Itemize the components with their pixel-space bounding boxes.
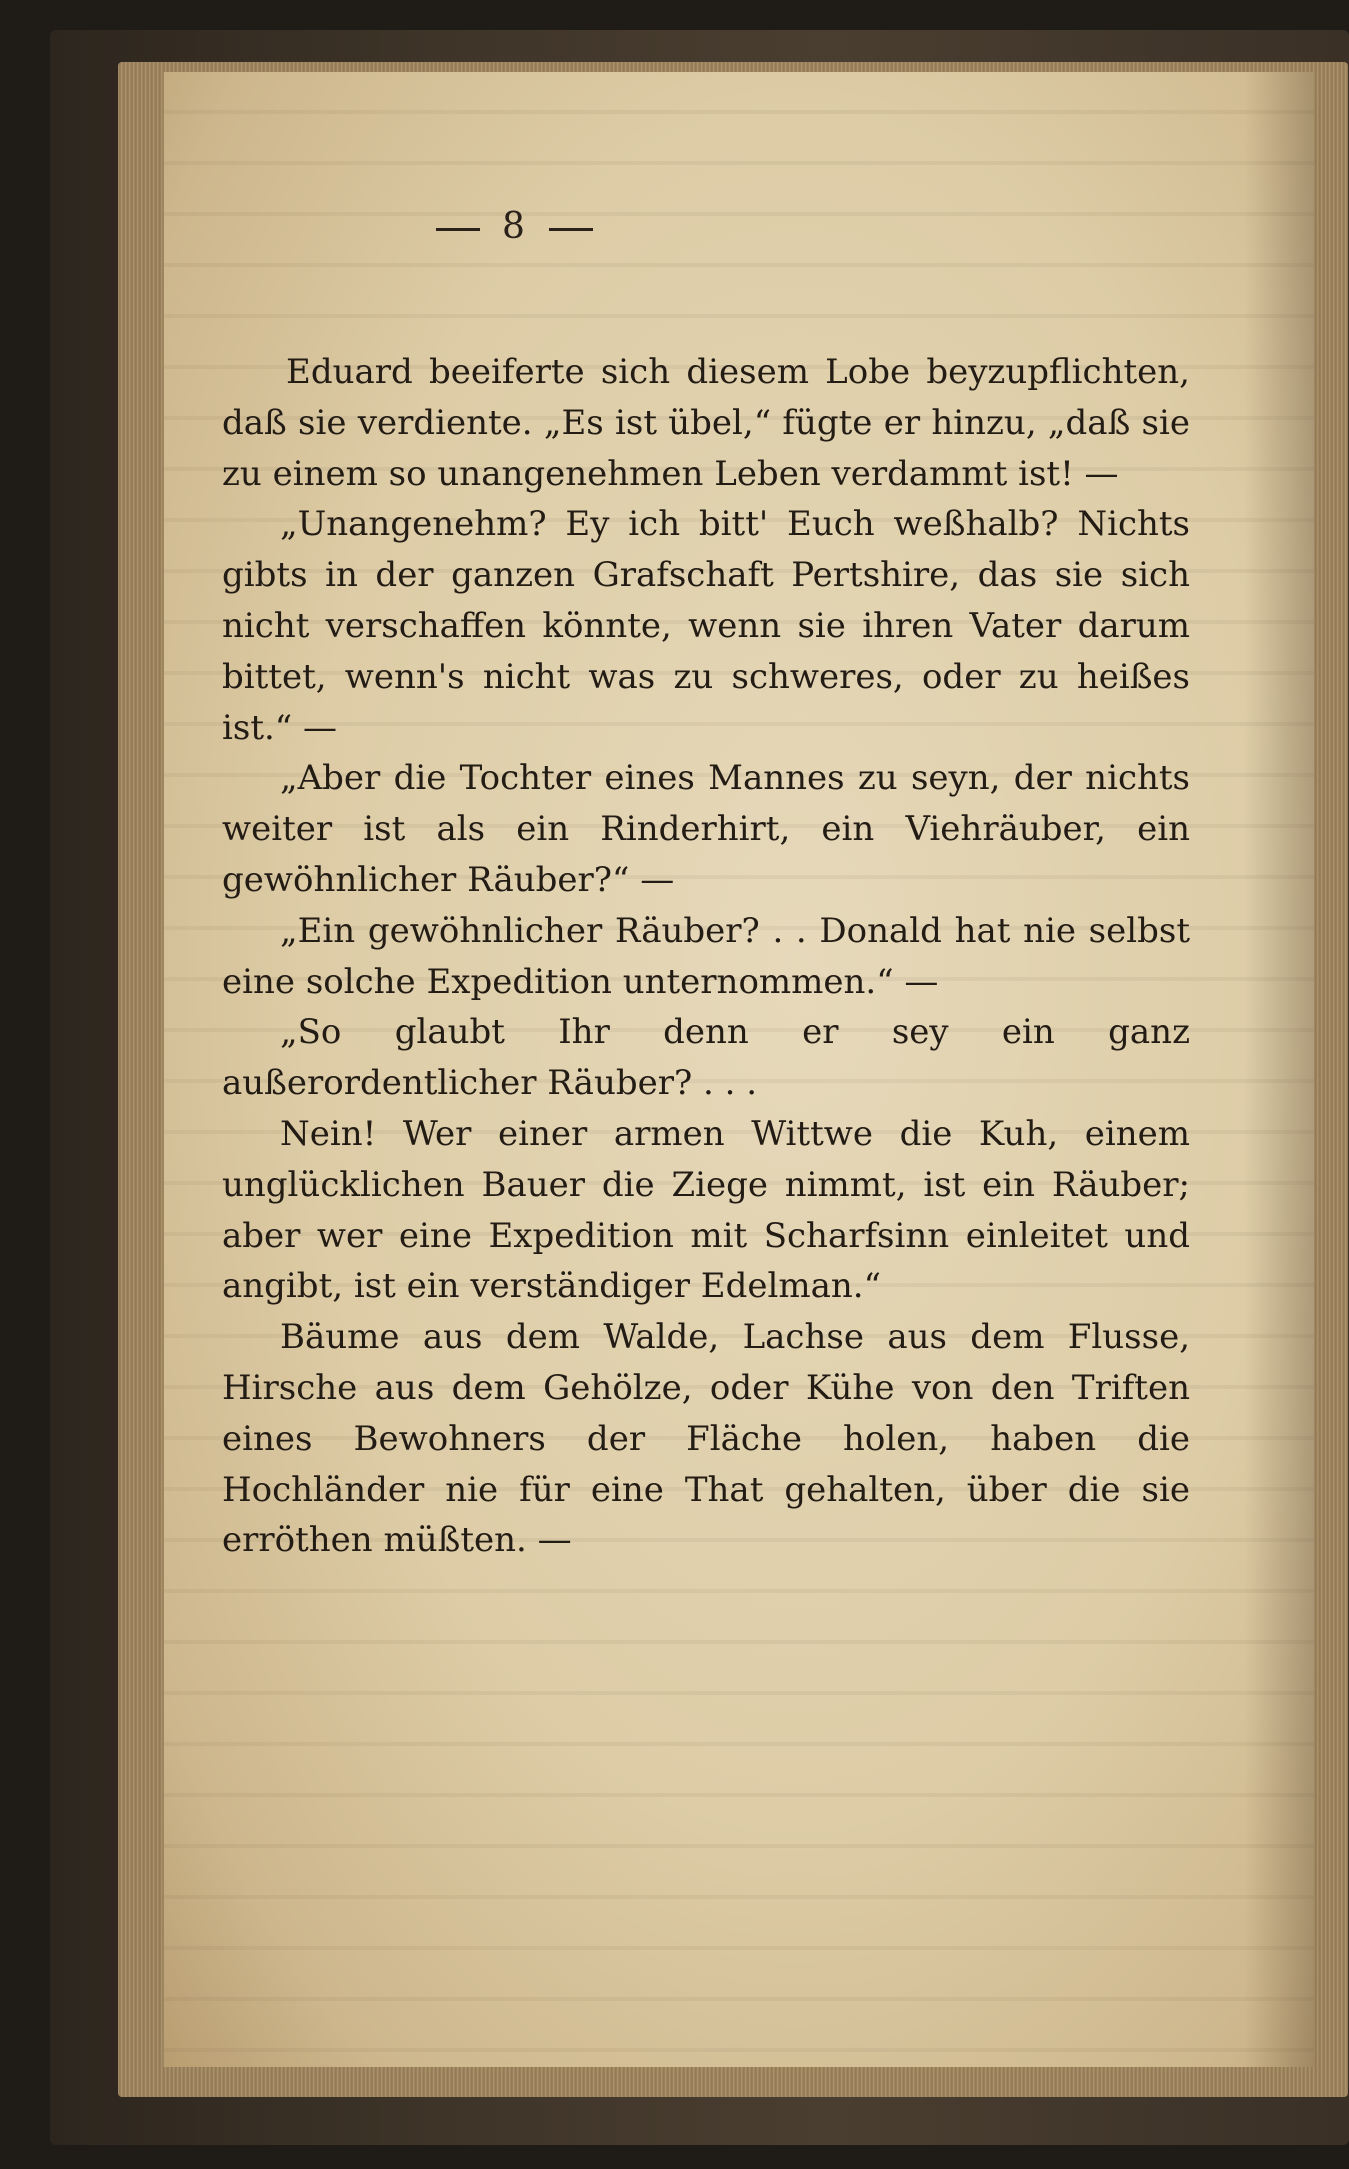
page-header [0, 206, 1189, 247]
paragraph: Nein! Wer einer armen Wittwe die Kuh, einem unglücklichen Bauer die Ziege nimmt, ist ein Räuber; aber wer eine Expedition mit Scharfsinn einleitet und angibt, ist ein verständiger Edelman.“ [222, 1113, 1190, 1307]
gutter-shadow [1244, 72, 1314, 2067]
paragraph: „So glaubt Ihr denn er sey ein ganz außerordentlicher Räuber? . . . [222, 1012, 1190, 1104]
paragraph: „Unangenehm? Ey ich bitt' Euch weßhalb? Nichts gibts in der ganzen Grafschaft Pertshire, das sie sich nicht verschaffen könnte, wenn sie ihren Vater darum bittet, wenn's nicht was zu schweres, oder zu heißes ist.“ — [222, 504, 1190, 748]
paragraph: „Aber die Tochter eines Mannes zu seyn, der nichts weiter ist als ein Rinderhirt, ein Viehräuber, ein gewöhnlicher Räuber?“ — [222, 758, 1190, 900]
paragraph: „Ein gewöhnlicher Räuber? . . Donald hat nie selbst eine solche Expedition unternommen.“ — [222, 910, 1190, 1002]
header-dash-left [436, 228, 480, 231]
paragraph: Eduard beeiferte sich diesem Lobe beyzupflichten, daß sie verdiente. „Es ist übel,“ fügte er hinzu, „daß sie zu einem so unangenehmen Leben verdammt ist! — [222, 352, 1190, 494]
header-dash-right [549, 228, 593, 231]
paragraph: Bäume aus dem Walde, Lachse aus dem Flusse, Hirsche aus dem Gehölze, oder Kühe von den Triften eines Bewohners der Fläche holen, haben die Hochländer nie für eine That gehalten, über die sie erröthen müßten. — [222, 1317, 1190, 1561]
page-number: 8 [502, 206, 527, 247]
page-body [222, 347, 1190, 1566]
